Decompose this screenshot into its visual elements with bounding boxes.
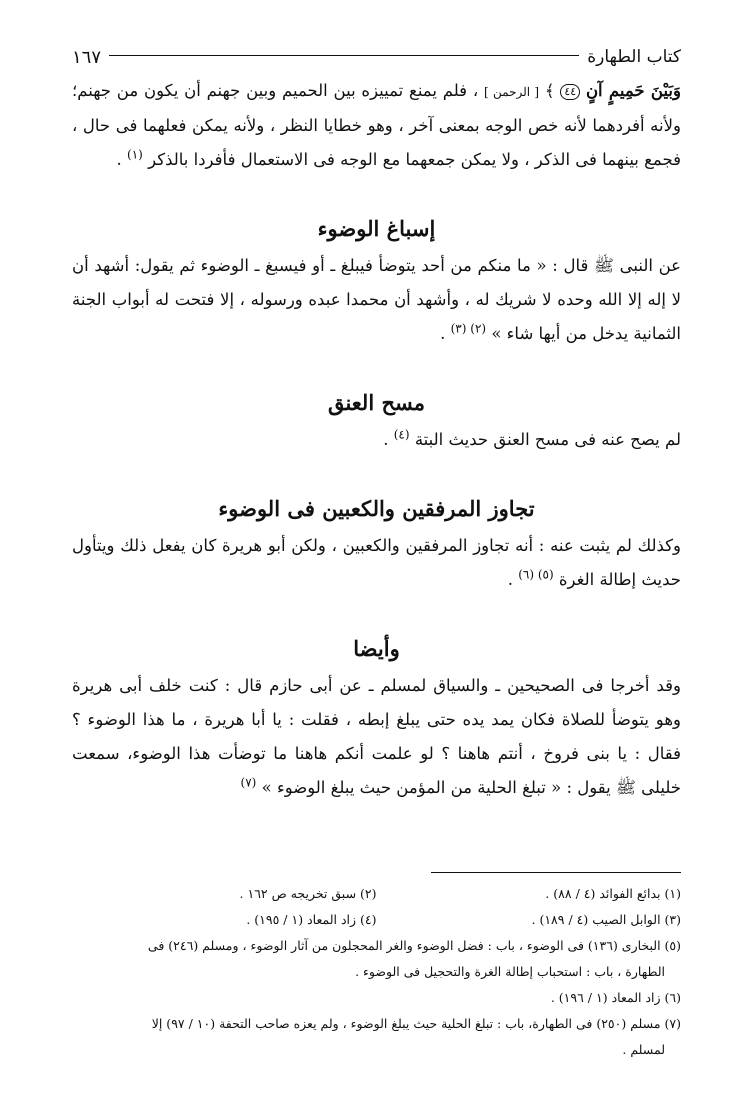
page-number: ١٦٧ [72,46,102,68]
footnote-4: (٤) زاد المعاد (١ / ١٩٥) . [246,912,377,927]
section-1-line-1: عن النبى ﷺ قال : « ما منكم من أحد يتوضأ فيبلغ ـ أو فيسبغ ـ الوضوء ثم يقول: [134,256,682,275]
spacer [72,177,681,209]
footnote-5: (٥) البخارى (١٣٦) فى الوضوء ، باب : فضل الوضوء والغر المحجلون من آثار الوضوء ، ومسلم (٢٤٦) فى [147,938,681,953]
footnote-ref: (٥) (٦) [518,567,554,582]
quran-close-bracket: ﴾ [544,81,555,100]
spacer [72,597,681,629]
section-3-line-2: ويتأول حديث إطالة الغرة [72,536,681,589]
section-4-line-3: الوضوء ؟ فقال : يا بنى فروخ ، أنتم هاهنا ؟ لو علمت أنكم هاهنا ما توضأت هذا [72,710,682,763]
footnote-ref: (١) [127,147,143,162]
intro-paragraph [72,74,681,177]
section-2-line-1: لم يصح عنه فى مسح العنق حديث البتة [414,430,681,449]
quran-verse: وَبَيْنَ حَمِيمٍ آنٍ [585,81,681,100]
footnote-rule [431,872,681,873]
section-4-line-1: وقد أخرجا فى الصحيحين ـ والسياق لمسلم ـ عن أبى حازم قال : كنت خلف أبى [119,676,681,695]
footnote-ref: (٤) [393,427,410,442]
section-1-line-3: له أبواب الجنة الثمانية يدخل من أيها شاء » [72,290,681,343]
section-4-line-4: الوضوء، سمعت خليلى ﷺ يقول : « تبلغ الحلية من المؤمن حيث يبلغ الوضوء » [72,744,681,797]
footnote-ref: (٢) (٣) [450,321,487,336]
footnote-7: (٧) مسلم (٢٥٠) فى الطهارة، باب : تبلغ الحلية حيث يبلغ الوضوء ، ولم يعزه صاحب التحفة (١٠ / ٩٧) إلا [151,1016,681,1031]
header-rule [109,55,579,56]
section-4-paragraph [72,669,681,805]
footnote-6: (٦) زاد المعاد (١ / ١٩٦) . [550,990,681,1005]
footnote-row [72,881,681,907]
section-title-isbagh: إسباغ الوضوء [317,216,436,241]
section-title-also: وأيضا [353,636,400,661]
section-title-neck: مسح العنق [327,390,426,415]
section-3-line-end: . [507,570,513,589]
footnote-5-continuation: الطهارة ، باب : استحباب إطالة الغرة والتحجيل فى الوضوء . [355,964,665,979]
intro-line-3: فعلهما فى حال ، فجمع بينهما فى الذكر ، ولا يمكن جمعهما مع الوجه فى الاستعمال [72,116,681,169]
section-3-paragraph [72,529,681,597]
running-header [72,40,681,74]
spacer [72,351,681,383]
section-2-paragraph [72,423,681,457]
footnotes [72,872,681,1063]
footnote-ref: (٧) [240,775,257,790]
intro-line-2: جهنم؛ ولأنه أفردهما لأنه خص الوجه بمعنى آخر ، وهو خطايا النظر ، ولأنه يمكن [72,81,681,135]
footnote-2: (٢) سبق تخريجه ص ١٦٢ . [239,886,377,901]
section-1-paragraph [72,249,681,351]
spacer [72,457,681,489]
section-title-beyond-elbows: تجاوز المرفقين والكعبين فى الوضوء [218,496,535,521]
ayah-number-badge: ٤٤ [560,84,580,100]
book-title: كتاب الطهارة [587,47,681,67]
section-1-line-2: أشهد أن لا إله إلا الله وحده لا شريك له ، وأشهد أن محمدا عبده ورسوله ، إلا فتحت [72,256,682,309]
section-4-line-2: هريرة وهو يتوضأ للصلاة فكان يمد يده حتى يبلغ إبطه ، فقلت : يا أبا هريرة ، ما هذا [72,676,681,729]
section-3-line-1: وكذلك لم يثبت عنه : أنه تجاوز المرفقين والكعبين ، ولكن أبو هريرة كان يفعل ذلك [120,536,681,555]
footnote-row [72,907,681,933]
section-1-line-end: . [440,324,446,343]
footnote-3: (٣) الوابل الصيب (٤ / ١٨٩) . [531,912,681,927]
intro-line-1: ، فلم يمنع تمييزه بين الحميم وبين جهنم أن يكون من [116,81,479,100]
intro-line-end: . [116,150,122,169]
section-2-line-end: . [383,430,389,449]
intro-line-4: فأفردا بالذكر [148,150,236,169]
surah-reference: [ الرحمن ] [483,85,540,99]
footnote-7-continuation: لمسلم . [622,1042,665,1057]
footnote-1: (١) بدائع الفوائد (٤ / ٨٨) . [545,886,681,901]
